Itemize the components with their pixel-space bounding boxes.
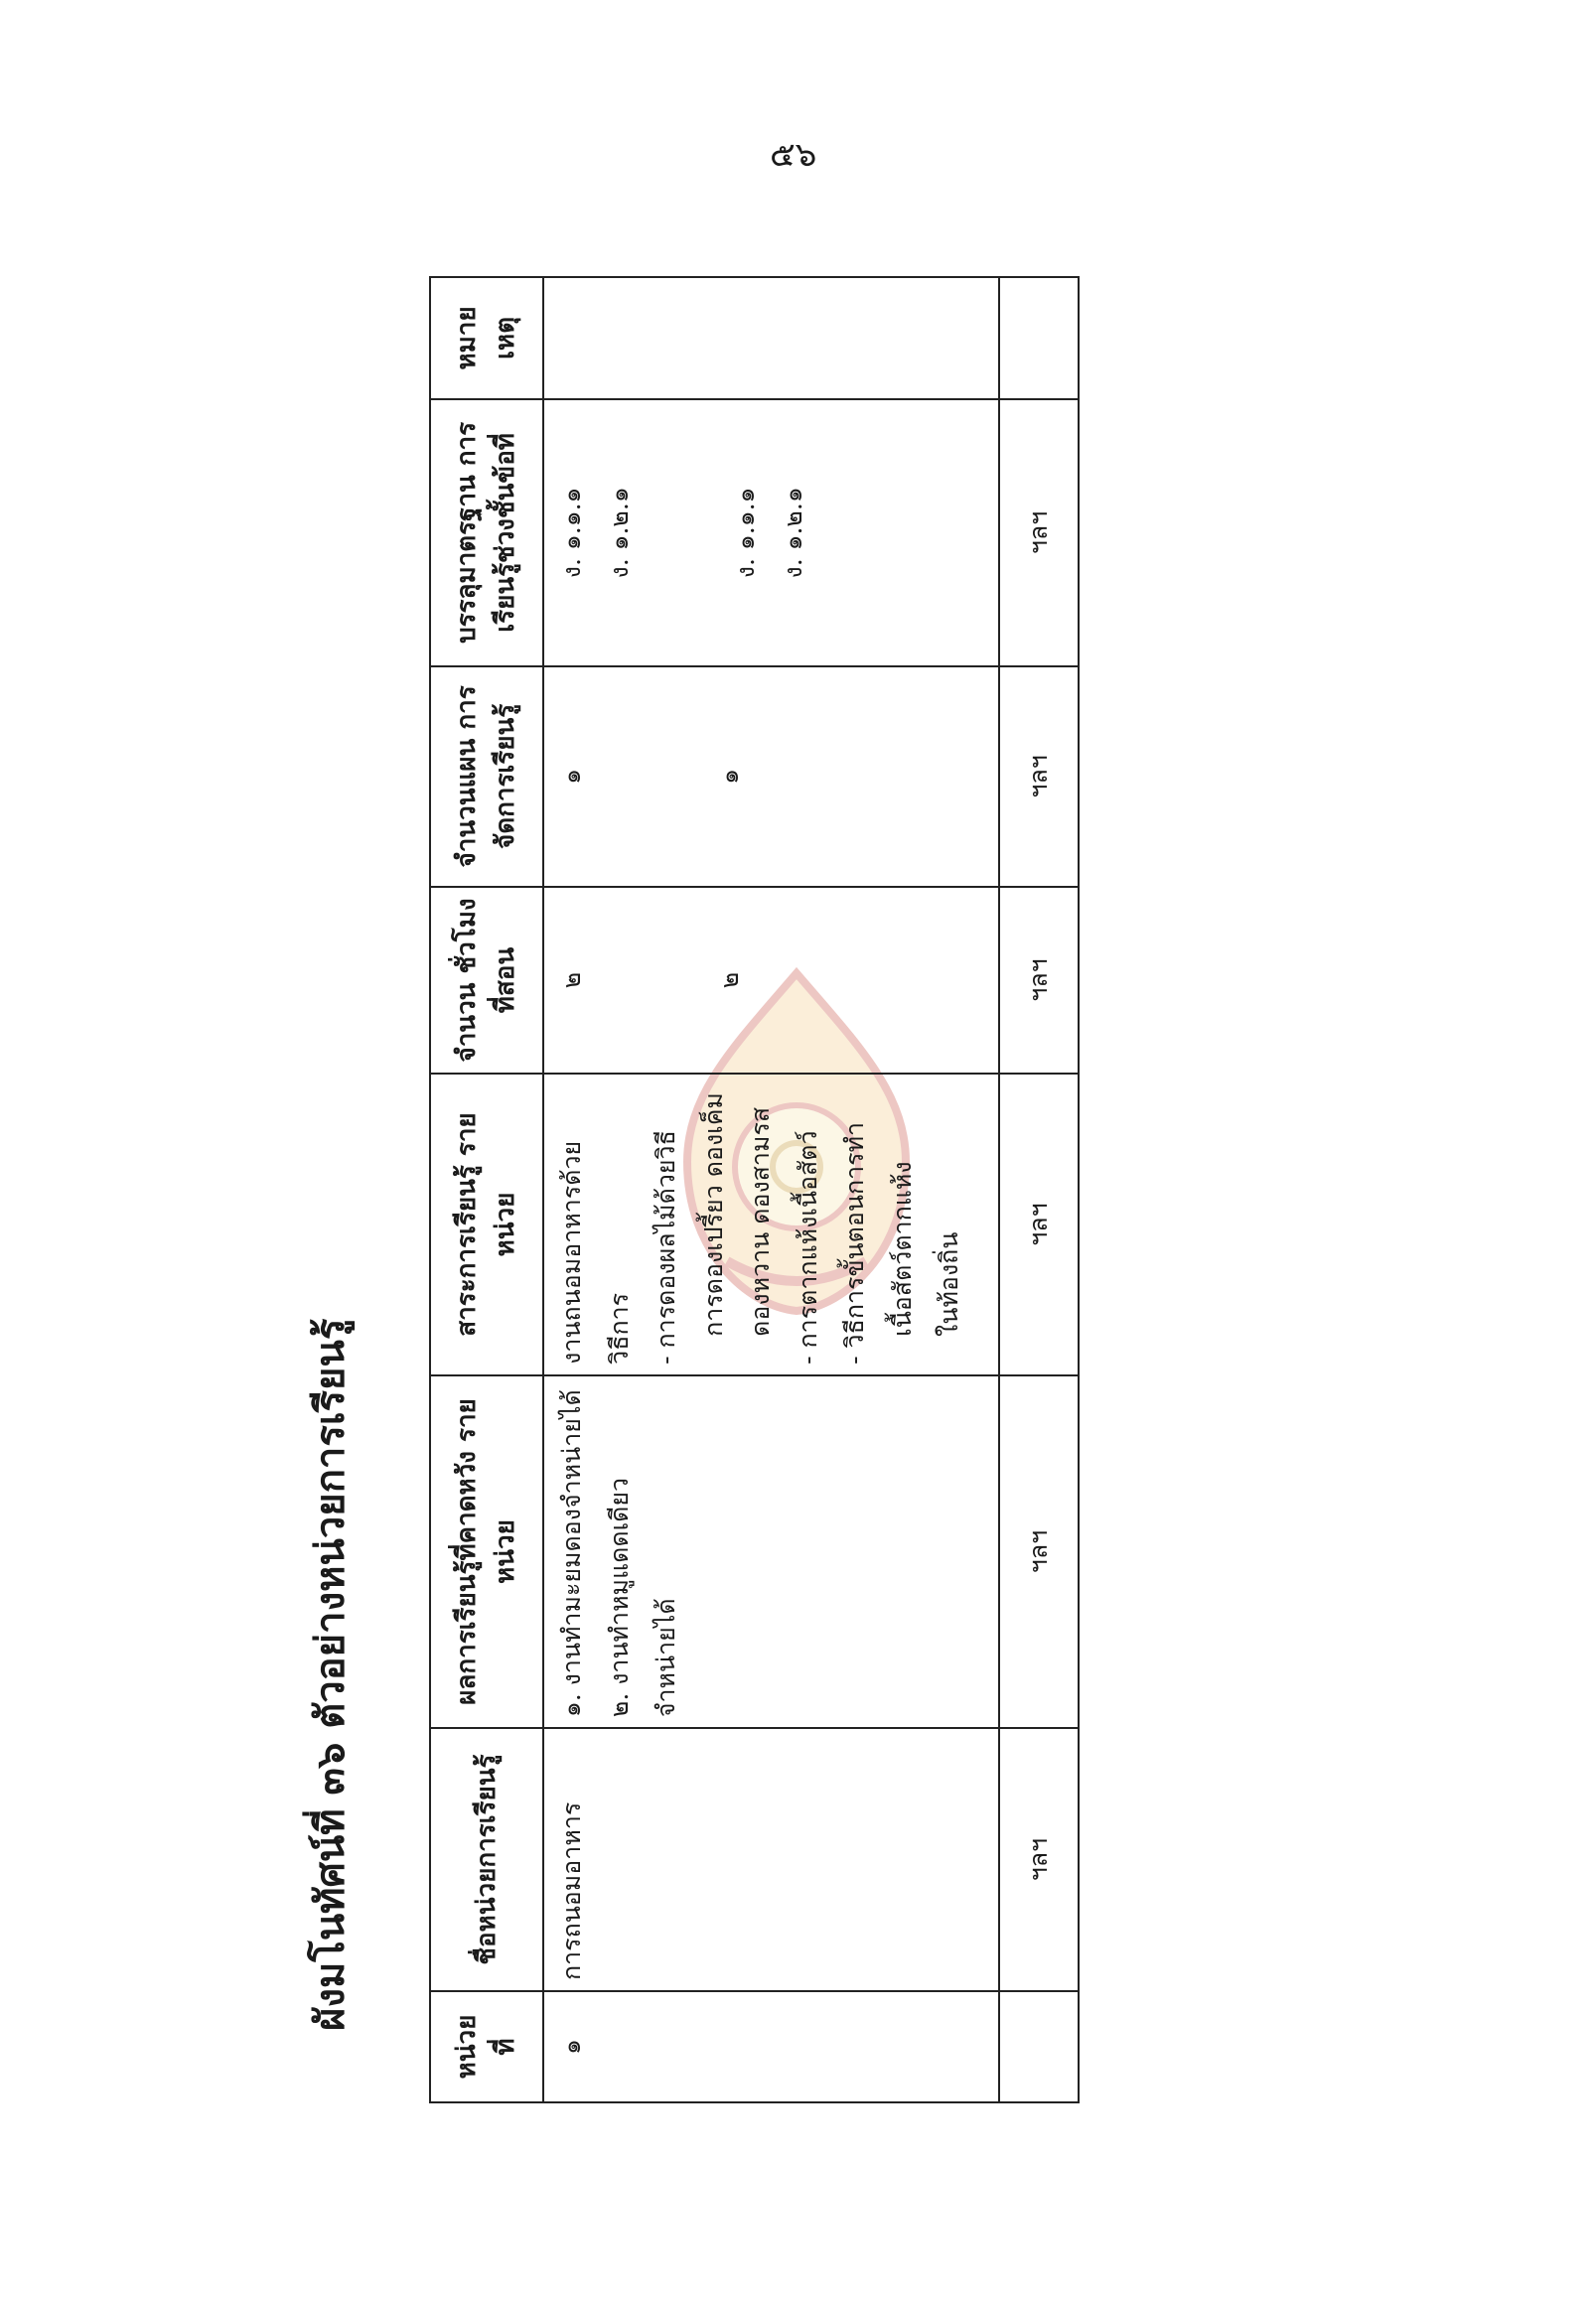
outcome-line: ๑. งานทำมะยมดองจำหน่ายได้ <box>557 1389 586 1718</box>
hours-value: ๒ <box>557 971 586 989</box>
cell-etc: ฯลฯ <box>999 1074 1079 1375</box>
header-note: หมาย เหตุ <box>430 277 543 399</box>
standard-code: ง. ๑.๒.๑ <box>604 487 634 579</box>
cell-note <box>543 277 999 399</box>
content-line: - การตากแห้งเนื้อสัตว์ <box>793 1130 822 1365</box>
header-unit-name: ชื่อหน่วยการเรียนรู้ <box>430 1728 543 1991</box>
hours-value: ๒ <box>714 971 744 989</box>
cell-etc: ฯลฯ <box>999 399 1079 666</box>
content-line: ดองหวาน ดองสามรส <box>746 1106 775 1337</box>
header-hours: จำนวน ชั่วโมงที่สอน <box>430 887 543 1074</box>
header-plans: จำนวนแผน การจัดการเรียนรู้ <box>430 666 543 887</box>
header-outcomes: ผลการเรียนรู้ที่คาดหวัง รายหน่วย <box>430 1375 543 1728</box>
header-row <box>430 277 543 2102</box>
table-row <box>543 277 999 2102</box>
cell-etc: ฯลฯ <box>999 1728 1079 1991</box>
outcome-line: จำหน่ายได้ <box>652 1598 680 1718</box>
content-line: งานถนอมอาหารด้วย <box>557 1140 586 1365</box>
page-title: ผังมโนทัศน์ที่ ๓๖ ตัวอย่างหน่วยการเรียนรู้ <box>307 1318 354 2031</box>
rotated-table-container <box>429 276 1080 2103</box>
cell-etc: ฯลฯ <box>999 1375 1079 1728</box>
content-line: การดองเปรี้ยว ดองเค็ม <box>698 1092 728 1337</box>
page-number: ๕๖ <box>770 135 817 175</box>
cell-etc-empty <box>999 1991 1079 2102</box>
plans-value: ๑ <box>557 768 586 785</box>
table-row-etc <box>999 277 1079 2102</box>
standard-code: ง. ๑.๑.๑ <box>557 487 586 579</box>
cell-unit-name: การถนอมอาหาร <box>543 1728 999 1991</box>
cell-outcomes <box>543 1375 999 1728</box>
header-unit: หน่วย ที่ <box>430 1991 543 2102</box>
cell-standards <box>543 399 999 666</box>
header-standards: บรรลุมาตรฐาน การเรียนรู้ช่วงชั้นข้อที่ <box>430 399 543 666</box>
cell-etc: ฯลฯ <box>999 887 1079 1074</box>
plans-value: ๑ <box>714 768 744 785</box>
cell-etc: ฯลฯ <box>999 666 1079 887</box>
learning-unit-table <box>429 276 1080 2103</box>
content-line: ในท้องถิ่น <box>935 1231 963 1337</box>
standard-code: ง. ๑.๑.๑ <box>731 487 760 579</box>
cell-etc-empty <box>999 277 1079 399</box>
header-content: สาระการเรียนรู้ รายหน่วย <box>430 1074 543 1375</box>
content-line: - วิธีการขั้นตอนการทำ <box>840 1121 869 1365</box>
content-line: เนื้อสัตว์ตากแห้ง <box>887 1161 917 1337</box>
outcome-line: ๒. งานทำหมูแดดเดียว <box>604 1477 634 1718</box>
content-line: วิธีการ <box>604 1292 634 1365</box>
standard-code: ง. ๑.๒.๑ <box>778 487 807 579</box>
cell-content <box>543 1074 999 1375</box>
cell-plans <box>543 666 999 887</box>
cell-hours <box>543 887 999 1074</box>
content-line: - การดองผลไม้ด้วยวิธี <box>652 1130 680 1365</box>
cell-unit: ๑ <box>543 1991 999 2102</box>
